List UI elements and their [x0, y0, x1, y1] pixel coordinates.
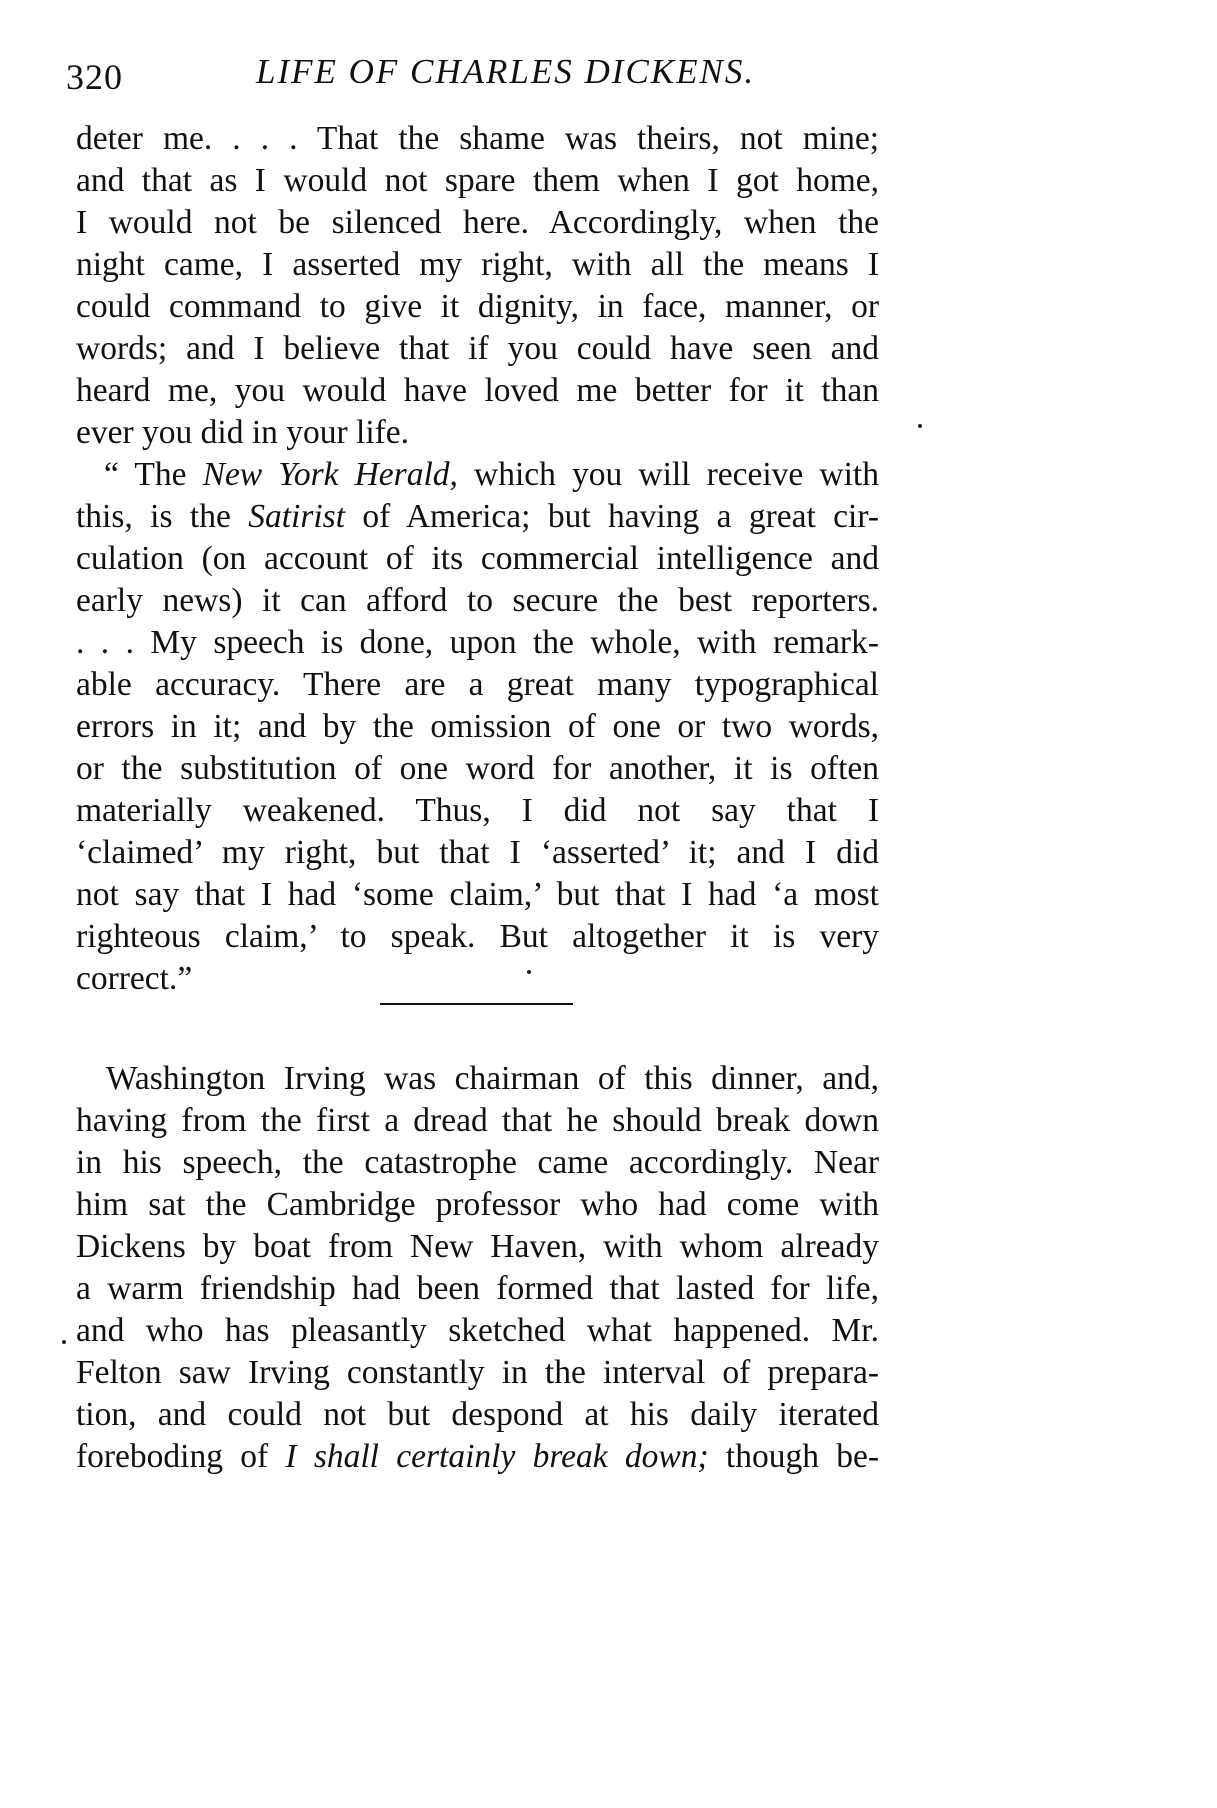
page-header — [66, 52, 1066, 102]
page-number: 320 — [66, 57, 123, 97]
scan-speck — [62, 1340, 66, 1344]
text-line: ‘claimed’ my right, but that I ‘asserted’ it; and I did — [76, 834, 879, 871]
scan-speck — [527, 970, 531, 974]
text-line: early news) it can afford to secure the best reporters. — [76, 582, 879, 619]
text-line: able accuracy. There are a great many typographical — [76, 666, 879, 703]
text-line: in his speech, the catastrophe came accordingly. Near — [76, 1144, 879, 1181]
text-line: night came, I asserted my right, with all the means I — [76, 246, 879, 283]
text-line: materially weakened. Thus, I did not say that I — [76, 792, 879, 829]
text-line: tion, and could not but despond at his daily iterated — [76, 1396, 879, 1433]
text-line: correct.” — [76, 960, 193, 997]
text-line: Dickens by boat from New Haven, with whom already — [76, 1228, 879, 1265]
section-divider — [380, 1003, 573, 1005]
text-line: errors in it; and by the omission of one or two words, — [76, 708, 879, 745]
text-line: a warm friendship had been formed that lasted for life, — [76, 1270, 879, 1307]
text-line: foreboding of I shall certainly break down; though be- — [76, 1438, 879, 1475]
text-line: could command to give it dignity, in face, manner, or — [76, 288, 879, 325]
text-line: him sat the Cambridge professor who had come with — [76, 1186, 879, 1223]
text-line: I would not be silenced here. Accordingly, when the — [76, 204, 879, 241]
text-line: not say that I had ‘some claim,’ but that I had ‘a most — [76, 876, 879, 913]
running-head: LIFE OF CHARLES DICKENS. — [256, 52, 756, 91]
text-line: Washington Irving was chairman of this dinner, and, — [106, 1060, 879, 1097]
text-line: heard me, you would have loved me better for it than — [76, 372, 879, 409]
text-line: having from the first a dread that he should break down — [76, 1102, 879, 1139]
text-line: this, is the Satirist of America; but having a great cir- — [76, 498, 879, 535]
text-line: and who has pleasantly sketched what happened. Mr. — [76, 1312, 879, 1349]
scan-speck — [918, 424, 922, 428]
publication-title: Satirist — [248, 498, 346, 535]
text-line: deter me. . . . That the shame was theirs, not mine; — [76, 120, 879, 157]
newspaper-title: New York Herald, — [202, 456, 458, 493]
text-line: Felton saw Irving constantly in the interval of prepara- — [76, 1354, 879, 1391]
text-line: . . . My speech is done, upon the whole, with remark- — [76, 624, 879, 661]
text-line: righteous claim,’ to speak. But altogether it is very — [76, 918, 879, 955]
text-line: words; and I believe that if you could have seen and — [76, 330, 879, 367]
text-line: “ The New York Herald, which you will receive with — [104, 456, 879, 493]
text-line: or the substitution of one word for another, it is often — [76, 750, 879, 787]
text-line: culation (on account of its commercial intelligence and — [76, 540, 879, 577]
emphasized-quote: I shall certainly break down; — [285, 1438, 709, 1475]
text-line: and that as I would not spare them when I got home, — [76, 162, 879, 199]
text-line: ever you did in your life. — [76, 414, 410, 451]
